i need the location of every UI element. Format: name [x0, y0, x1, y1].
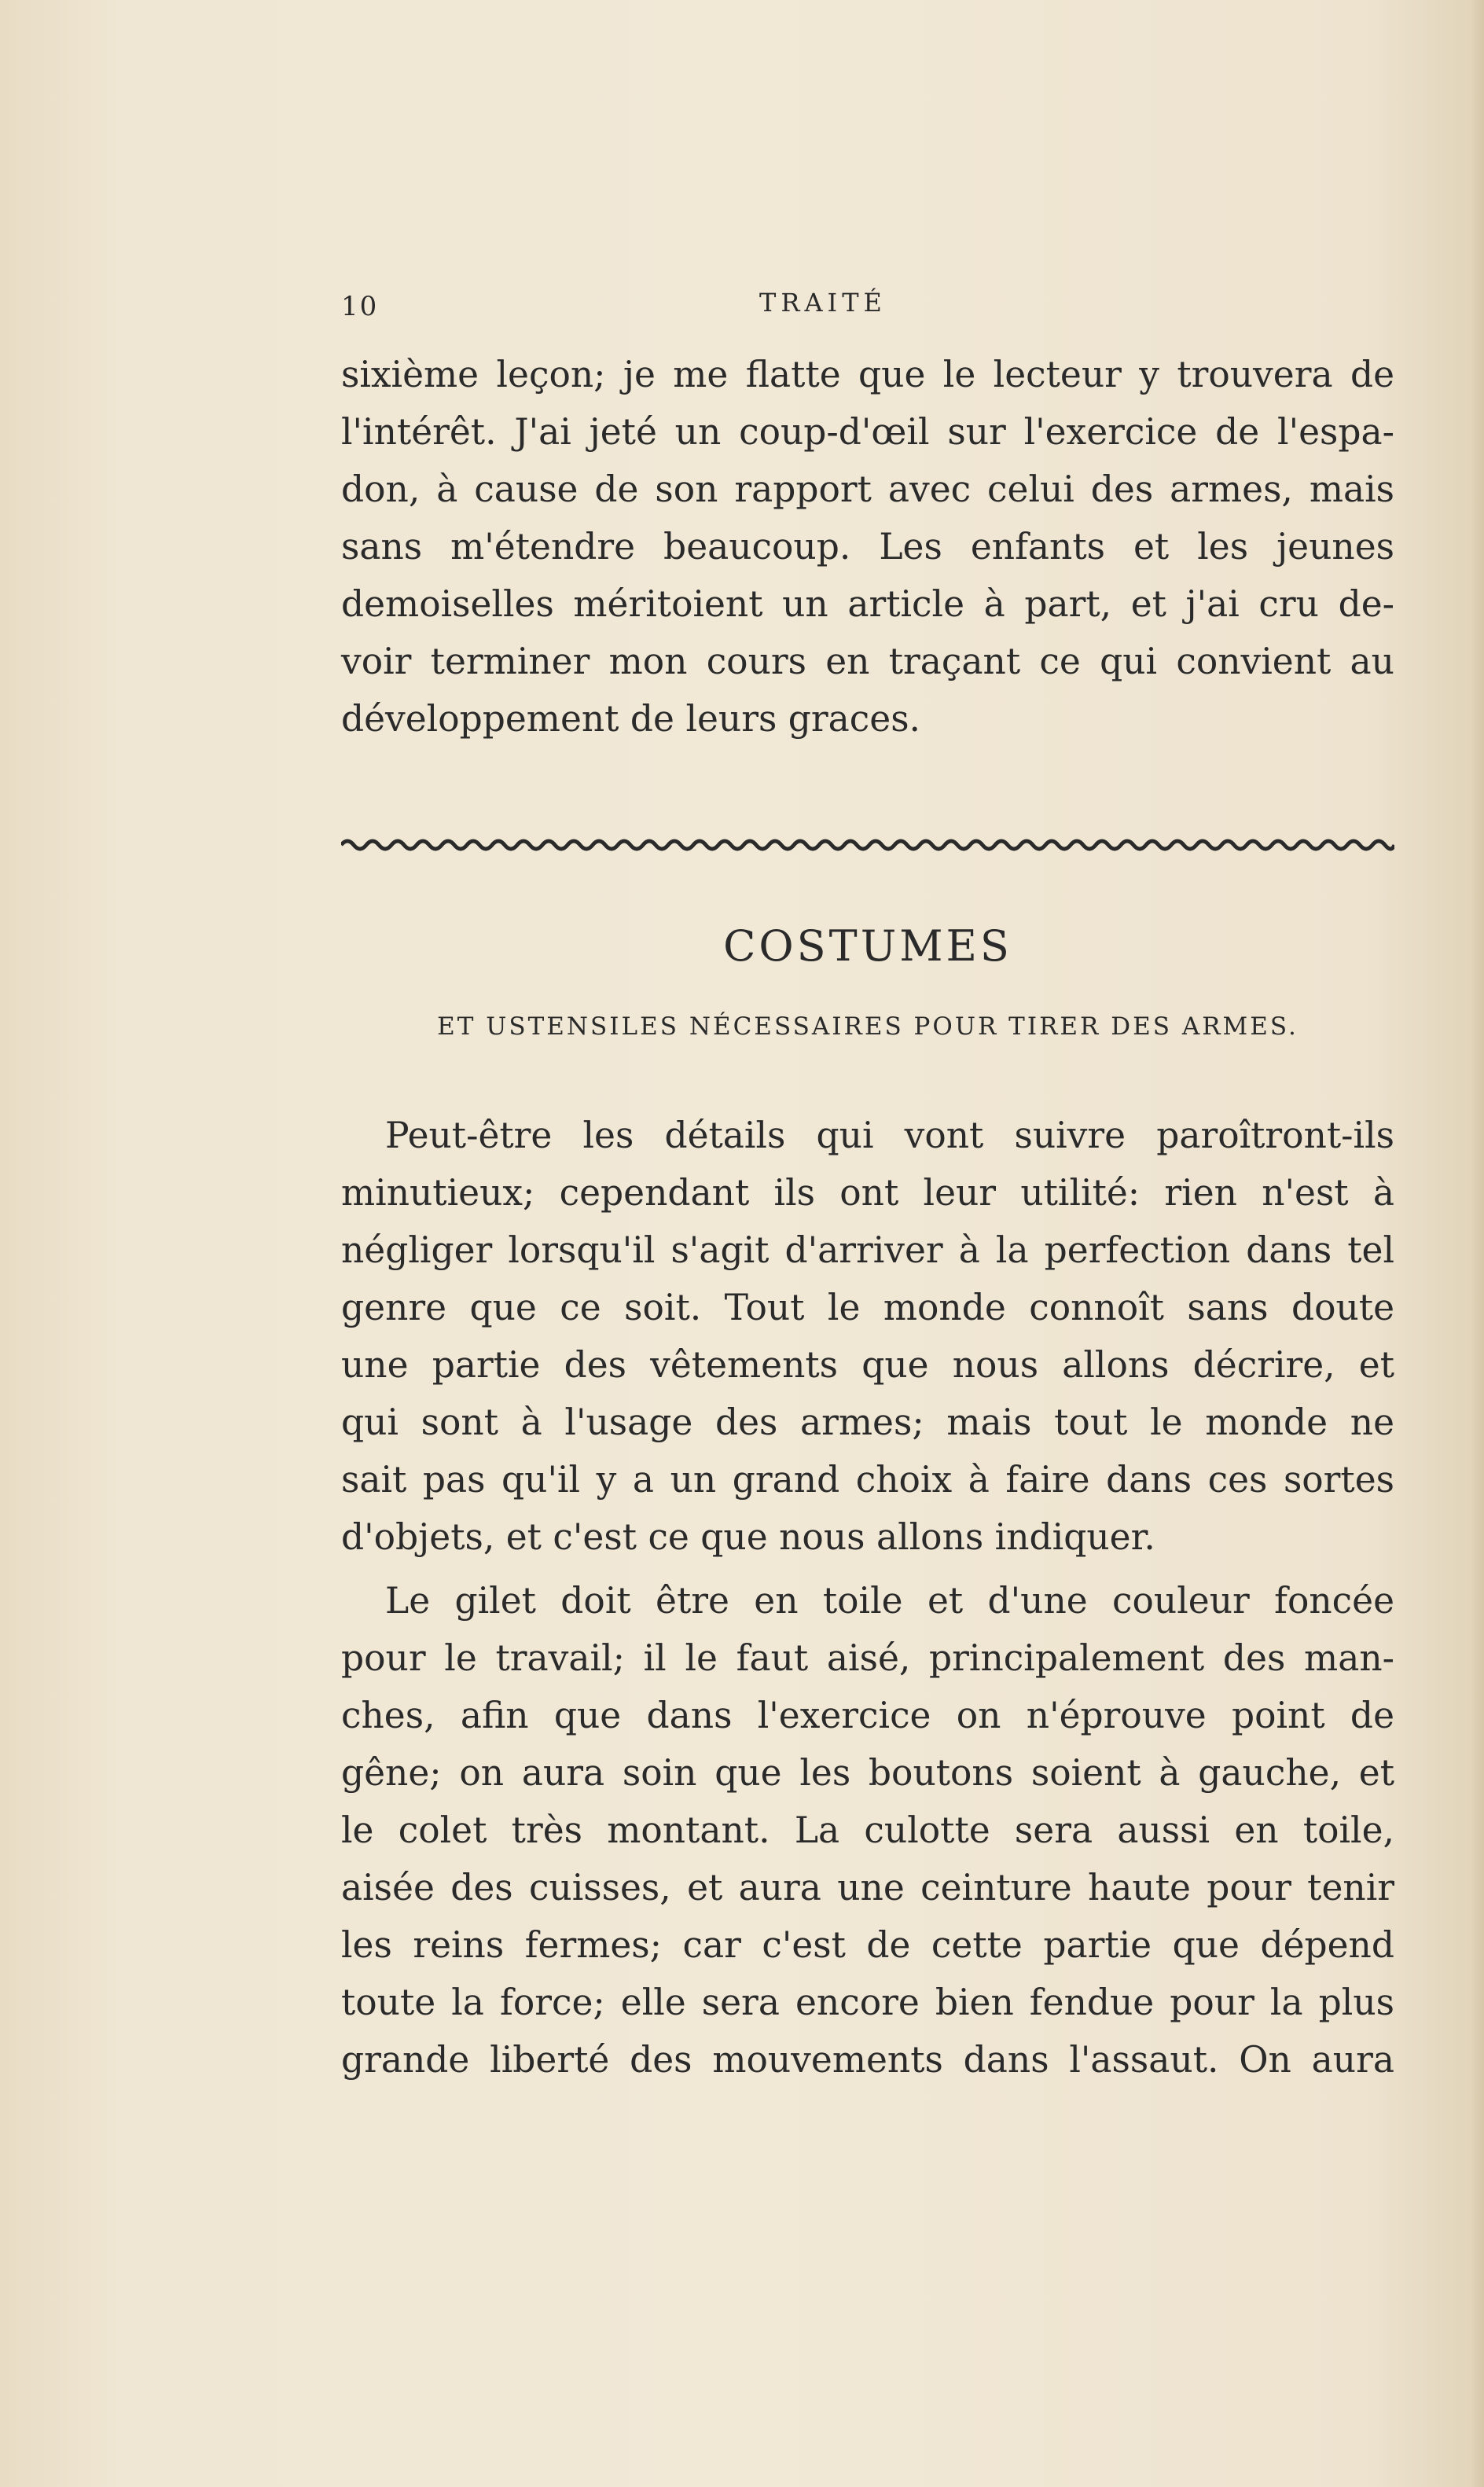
ornamental-divider — [341, 835, 1394, 855]
paragraph-line: les reins fermes; car c'est de cette partie que dépend — [341, 1924, 1394, 1966]
paragraph-line: qui sont à l'usage des armes; mais tout le monde ne — [341, 1401, 1394, 1443]
paragraph-line: ches, afin que dans l'exercice on n'éprouve point de — [341, 1695, 1394, 1736]
paragraph-line: développement de leurs graces. — [341, 698, 921, 740]
page-edge-shadow — [1470, 0, 1484, 2487]
page-number: 10 — [341, 291, 379, 322]
paragraph-line: voir terminer mon cours en traçant ce qui convient au — [341, 641, 1394, 682]
paragraph-line: don, à cause de son rapport avec celui des armes, mais — [341, 468, 1394, 510]
paragraph-line: aisée des cuisses, et aura une ceinture haute pour tenir — [341, 1867, 1394, 1908]
paragraph-intro-continuation — [341, 346, 1394, 748]
paragraph-line: sixième leçon; je me flatte que le lecteur y trouvera de — [341, 354, 1394, 395]
running-head-title: TRAITÉ — [759, 288, 887, 318]
paragraph-line: pour le travail; il le faut aisé, principalement des man- — [341, 1637, 1394, 1679]
section-title: COSTUMES — [723, 921, 1012, 971]
paragraph-line: demoiselles méritoient un article à part, et j'ai cru de- — [341, 583, 1394, 625]
section-subtitle: ET USTENSILES NÉCESSAIRES POUR TIRER DES ARMES. — [437, 1012, 1298, 1041]
paragraph-line: d'objets, et c'est ce que nous allons indiquer. — [341, 1516, 1155, 1558]
paragraph-line: une partie des vêtements que nous allons décrire, et — [341, 1344, 1394, 1386]
paragraph-line: l'intérêt. J'ai jeté un coup-d'œil sur l'exercice de l'espa- — [341, 411, 1394, 453]
paragraph-line: sans m'étendre beaucoup. Les enfants et les jeunes — [341, 526, 1394, 568]
paragraph-line: gêne; on aura soin que les boutons soient à gauche, et — [341, 1752, 1394, 1794]
paragraph-line: grande liberté des mouvements dans l'assaut. On aura — [341, 2039, 1394, 2081]
paragraph-line: Le gilet doit être en toile et d'une couleur foncée — [385, 1580, 1394, 1622]
paragraph-gilet — [341, 1572, 1394, 2088]
paragraph-line: le colet très montant. La culotte sera aussi en toile, — [341, 1809, 1394, 1851]
paragraph-line: toute la force; elle sera encore bien fendue pour la plus — [341, 1982, 1394, 2023]
paragraph-line: genre que ce soit. Tout le monde connoît sans doute — [341, 1287, 1394, 1328]
paragraph-line: sait pas qu'il y a un grand choix à faire dans ces sortes — [341, 1459, 1394, 1501]
paragraph-line: négliger lorsqu'il s'agit d'arriver à la perfection dans tel — [341, 1229, 1394, 1271]
running-head — [341, 288, 1394, 335]
paragraph-line: Peut-être les détails qui vont suivre paroîtront-ils — [385, 1115, 1394, 1156]
paragraph-line: minutieux; cependant ils ont leur utilité: rien n'est à — [341, 1172, 1394, 1214]
paragraph-costumes-intro — [341, 1107, 1394, 1566]
